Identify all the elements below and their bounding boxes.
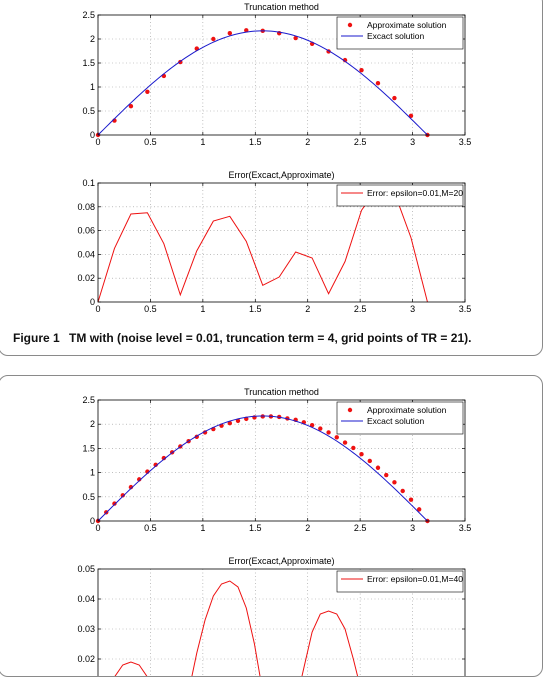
legend-label: Approximate solution [367, 405, 447, 415]
y-tick-label: 2.5 [82, 10, 95, 20]
x-tick-label: 0 [95, 304, 101, 314]
data-point [145, 90, 149, 94]
y-tick-label: 1.5 [82, 58, 95, 68]
x-tick-label: 1 [200, 304, 206, 314]
data-point [359, 452, 363, 456]
x-tick-label: 2.5 [353, 137, 367, 147]
x-tick-label: 0.5 [144, 304, 157, 314]
data-point [376, 466, 380, 470]
chart-title: Truncation method [244, 2, 319, 12]
data-point [392, 480, 396, 484]
legend-label: Excact solution [367, 31, 425, 41]
x-tick-label: 2 [305, 523, 311, 533]
y-tick-label: 1 [89, 467, 95, 478]
x-tick-label: 3 [410, 523, 416, 533]
y-tick-label: 0.5 [82, 106, 95, 116]
x-tick-label: 3.5 [458, 137, 472, 147]
legend-label: Excact solution [367, 416, 425, 426]
x-tick-label: 2.5 [353, 523, 367, 533]
y-tick-label: 2 [89, 34, 95, 44]
figure-caption-text: TM with (noise level = 0.01, truncation term = 4, grid points of TR = 21). [69, 331, 472, 345]
y-tick-label: 0.1 [82, 178, 95, 188]
y-tick-label: 0 [89, 516, 95, 526]
x-tick-label: 2 [305, 304, 311, 314]
y-tick-label: 0.05 [77, 564, 95, 574]
data-point [326, 430, 330, 434]
data-point [211, 37, 215, 41]
x-tick-label: 1.5 [249, 304, 262, 314]
chart-title: Error(Excact,Approximate) [228, 170, 335, 180]
data-point [384, 473, 388, 477]
figure-2-panel [0, 375, 543, 677]
data-point [376, 81, 380, 85]
x-tick-label: 0.5 [144, 523, 157, 533]
x-tick-label: 1 [200, 137, 206, 147]
x-tick-label: 2.5 [353, 304, 367, 314]
chart-0 [82, 2, 471, 147]
y-tick-label: 0.06 [77, 225, 95, 236]
y-tick-label: 0 [89, 130, 95, 140]
y-tick-label: 0.08 [77, 201, 95, 212]
x-tick-label: 3.5 [458, 304, 472, 314]
figure-1-charts [0, 0, 542, 323]
data-point [392, 96, 396, 100]
legend-label: Error: epsilon=0.01,M=20 [367, 188, 463, 198]
x-tick-label: 0 [95, 523, 101, 533]
legend-marker [348, 23, 352, 27]
legend-label: Approximate solution [367, 20, 447, 30]
x-tick-label: 3.5 [458, 523, 472, 533]
legend-label: Error: epsilon=0.01,M=40 [367, 574, 463, 584]
figure-caption [13, 331, 471, 345]
data-point [228, 31, 232, 35]
y-tick-label: 0.5 [82, 491, 95, 502]
x-tick-label: 3 [410, 137, 416, 147]
y-tick-label: 2 [89, 419, 95, 430]
data-point [359, 68, 363, 72]
x-tick-label: 3 [410, 304, 416, 314]
y-tick-label: 2.5 [82, 395, 95, 405]
x-tick-label: 1 [200, 523, 206, 533]
y-tick-label: 0.02 [77, 273, 95, 284]
x-tick-label: 0.5 [144, 137, 157, 147]
x-tick-label: 1.5 [249, 137, 262, 147]
data-point [409, 498, 413, 502]
x-tick-label: 2 [305, 137, 311, 147]
y-tick-label: 0.03 [77, 624, 95, 634]
figure-2-charts [0, 376, 542, 676]
chart-title: Truncation method [244, 387, 319, 397]
chart-title: Error(Excact,Approximate) [228, 556, 335, 566]
data-point [368, 459, 372, 463]
figure-caption-number: Figure 1 [13, 331, 60, 345]
data-point [351, 446, 355, 450]
x-tick-label: 1.5 [249, 523, 262, 533]
y-tick-label: 0.02 [77, 654, 95, 664]
legend-marker [348, 408, 352, 412]
y-tick-label: 1 [89, 82, 95, 92]
y-tick-label: 0.04 [77, 249, 95, 260]
chart-2 [82, 387, 471, 533]
chart-3 [77, 556, 465, 676]
y-tick-label: 1.5 [82, 443, 95, 454]
chart-1 [77, 170, 471, 314]
data-point [335, 435, 339, 439]
data-point [343, 440, 347, 444]
y-tick-label: 0.04 [77, 594, 95, 604]
y-tick-label: 0 [89, 297, 95, 307]
x-tick-label: 0 [95, 137, 101, 147]
data-point [401, 489, 405, 493]
